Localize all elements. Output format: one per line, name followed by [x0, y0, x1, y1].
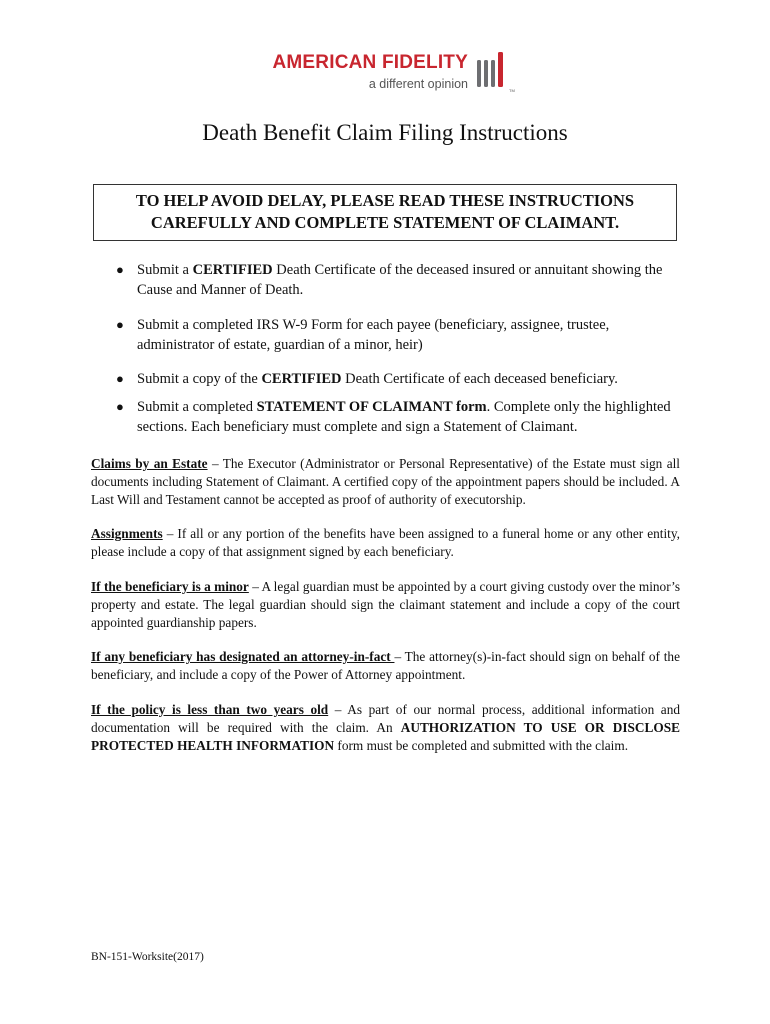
bullet-icon: ● [116, 262, 124, 277]
logo-name: AMERICAN FIDELITY [272, 52, 468, 73]
notice-line-2: CAREFULLY AND COMPLETE STATEMENT OF CLAIMANT. [150, 213, 620, 232]
list-item-text: Submit a copy of the CERTIFIED Death Certificate of each deceased beneficiary. [137, 371, 618, 387]
paragraph-assignments: Assignments – If all or any portion of the benefits have been assigned to a funeral home or any other entity, please include a copy of that assignment signed by each beneficiary. [91, 526, 680, 559]
logo-tagline: a different opinion [368, 77, 468, 91]
form-code: BN-151-Worksite(2017) [91, 951, 204, 963]
paragraph-attorney-in-fact: If any beneficiary has designated an attorney-in-fact – The attorney(s)-in-fact should sign on behalf of the beneficiary, and include a copy of the Power of Attorney appointment. [91, 649, 680, 682]
paragraph-minor-beneficiary: If the beneficiary is a minor – A legal guardian must be appointed by a court giving custody over the minor’s property and estate. The legal guardian should sign the claimant statement and include a copy of the court appointed guardianship papers. [91, 579, 680, 630]
paragraph-estate-claims: Claims by an Estate – The Executor (Administrator or Personal Representative) of the Estate must sign all documents including Statement of Claimant. A certified copy of the appointment papers should be included. A Last Will and Testament cannot be accepted as proof of authority of executorship. [91, 456, 680, 507]
paragraph-heading: Assignments [91, 526, 163, 541]
page-title: Death Benefit Claim Filing Instructions [202, 120, 568, 145]
logo-bars-icon [477, 50, 509, 90]
paragraph-policy-under-two-years: If the policy is less than two years old – As part of our normal process, additional information and documentation will be required with the claim. An AUTHORIZATION TO USE OR DISCLOSE PROTECTED HEALTH INFORMATION form must be completed and submitted with the claim. [91, 702, 680, 753]
instructions-notice-box [93, 184, 677, 241]
list-item-text: Submit a completed IRS W-9 Form for each payee (beneficiary, assignee, trustee, administrator of estate, guardian of a minor, heir) [137, 317, 610, 353]
notice-line-1: TO HELP AVOID DELAY, PLEASE READ THESE INSTRUCTIONS [135, 191, 635, 210]
paragraph-heading: If the beneficiary is a minor [91, 579, 249, 594]
bullet-icon: ● [116, 399, 124, 414]
company-logo [256, 50, 518, 100]
paragraph-heading: If the policy is less than two years old [91, 702, 329, 717]
bullet-icon: ● [116, 371, 124, 386]
logo-trademark: TM [509, 88, 515, 93]
paragraph-heading: Claims by an Estate [91, 456, 208, 471]
bullet-icon: ● [116, 317, 124, 332]
paragraph-heading: If any beneficiary has designated an attorney-in-fact [91, 649, 395, 664]
list-item-text: Submit a completed STATEMENT OF CLAIMANT form. Complete only the highlighted sections. Each beneficiary must complete and sign a Statement of Claimant. [137, 399, 671, 435]
list-item-text: Submit a CERTIFIED Death Certificate of the deceased insured or annuitant showing the Cause and Manner of Death. [137, 262, 663, 298]
